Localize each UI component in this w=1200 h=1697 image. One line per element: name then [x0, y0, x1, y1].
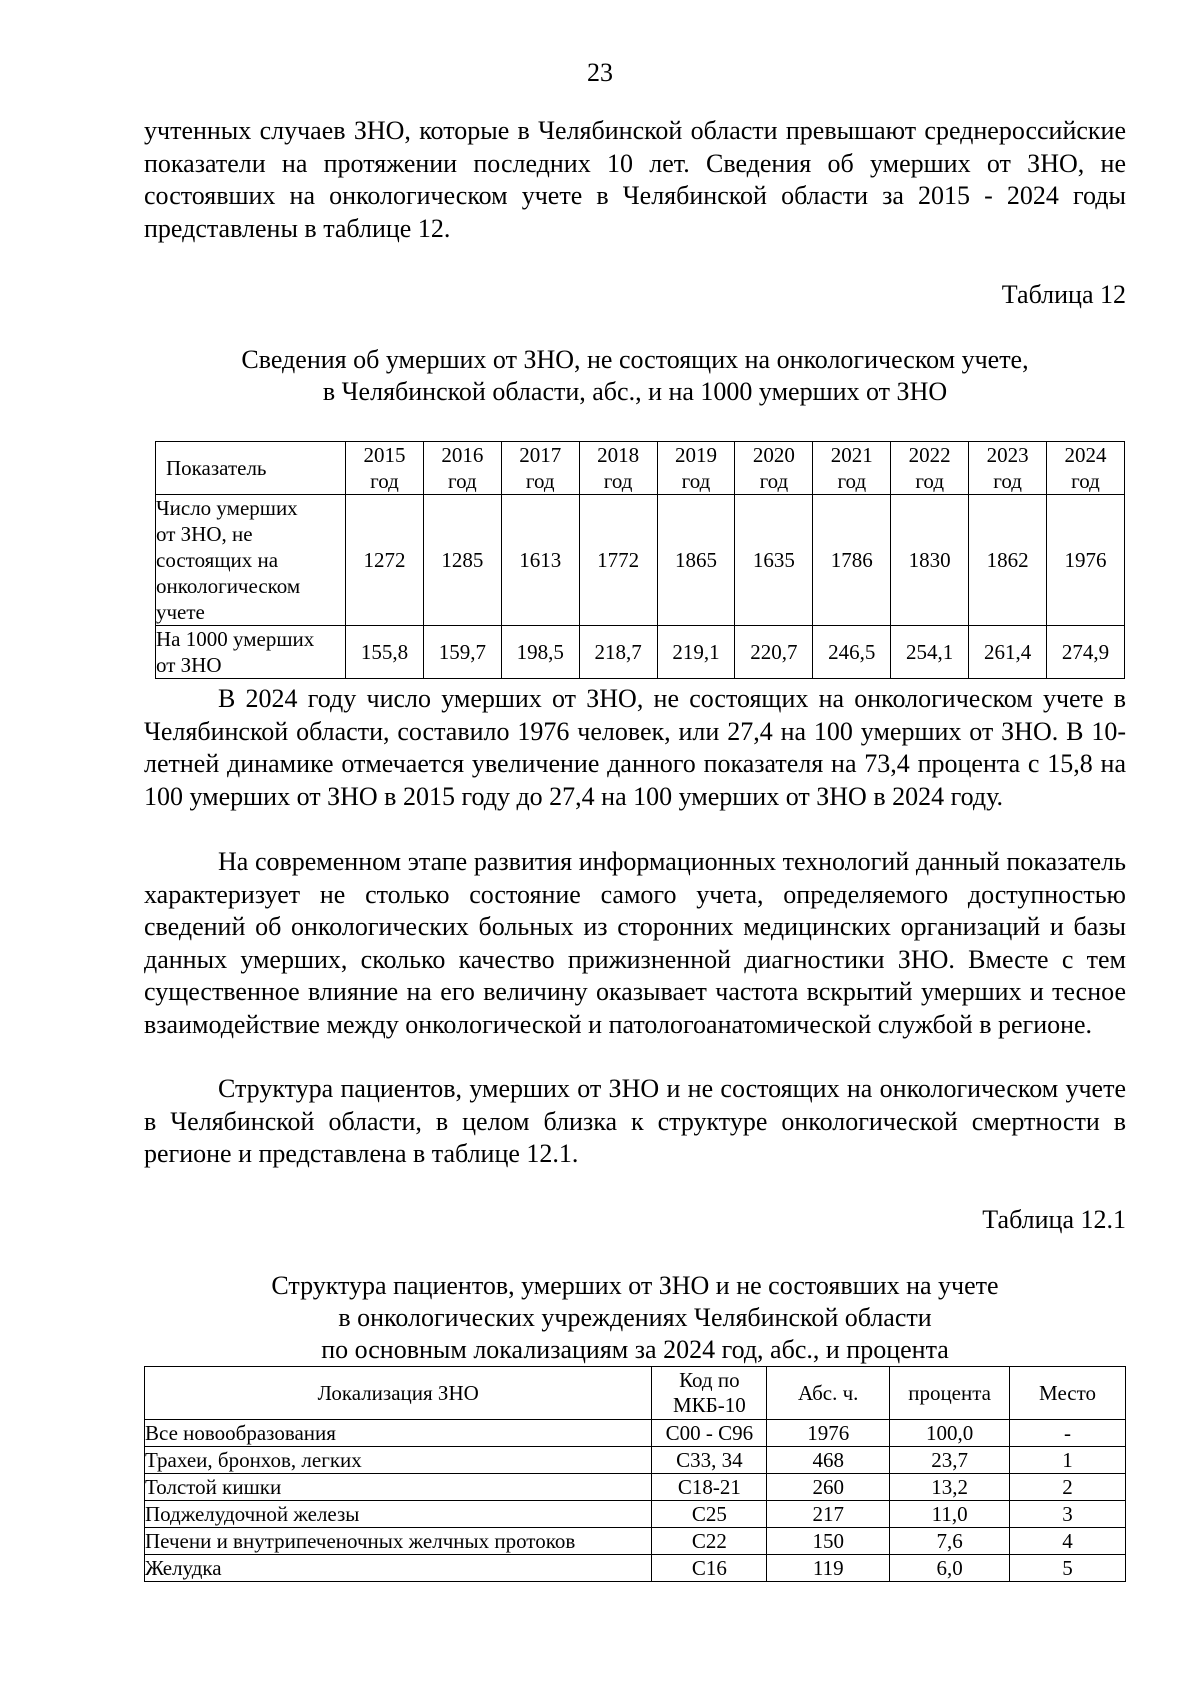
cell-percent: 6,0	[890, 1555, 1010, 1582]
cell-abs: 150	[767, 1528, 890, 1555]
header-year-value: 2017	[519, 443, 562, 467]
table-12-1	[144, 1366, 1126, 1582]
header-icd-code-line1: Код по	[679, 1368, 740, 1392]
header-year	[1047, 442, 1125, 495]
table-cell: 198,5	[501, 626, 579, 679]
paragraph-diagnostics: На современном этапе развития информационных технологий данный показатель характеризует не столько состояние самого учета, определяемого доступностью сведений об онкологических больных из сторонних медицинских организаций и базы данных умерших, сколько качество прижизненной диагностики ЗНО. Вместе с тем существенное влияние на его величину оказывает частота вскрытий умерших и тесное взаимодействие между онкологической и патологоанатомической службой в регионе.	[144, 847, 1126, 1039]
header-icd-code	[652, 1367, 767, 1420]
header-year-suffix: год	[681, 469, 711, 493]
cell-localization: Желудка	[145, 1555, 652, 1582]
row-label-line: онкологическом	[156, 574, 301, 598]
header-year-suffix: год	[915, 469, 945, 493]
cell-code: С33, 34	[652, 1447, 767, 1474]
header-year	[969, 442, 1047, 495]
header-year	[579, 442, 657, 495]
header-year-value: 2023	[986, 443, 1029, 467]
cell-localization: Поджелудочной железы	[145, 1501, 652, 1528]
table-12-body	[156, 495, 1125, 679]
table-cell: 1635	[735, 495, 813, 626]
paragraph-intro: учтенных случаев ЗНО, которые в Челябинской области превышают среднероссийские показатели на протяжении последних 10 лет. Сведения об умерших от ЗНО, не состоявших на онкологическом учете в Челябинской области за 2015 - 2024 годы представлены в таблице 12.	[144, 116, 1126, 243]
table-cell: 220,7	[735, 626, 813, 679]
table-cell: 1976	[1047, 495, 1125, 626]
table-row	[145, 1501, 1126, 1528]
header-year-value: 2019	[675, 443, 717, 467]
cell-abs: 468	[767, 1447, 890, 1474]
header-year	[891, 442, 969, 495]
row-label-line: от ЗНО, не	[156, 522, 253, 546]
cell-rank: 4	[1010, 1528, 1126, 1555]
table-cell: 1830	[891, 495, 969, 626]
table-12-caption-line1: Сведения об умерших от ЗНО, не состоящих на онкологическом учете,	[241, 345, 1029, 374]
cell-localization: Печени и внутрипеченочных желчных протоков	[145, 1528, 652, 1555]
table-cell: 218,7	[579, 626, 657, 679]
cell-abs: 119	[767, 1555, 890, 1582]
table-cell: 246,5	[813, 626, 891, 679]
paragraph-2024-summary: В 2024 году число умерших от ЗНО, не состоящих на онкологическом учете в Челябинской области, составило 1976 человек, или 27,4 на 100 умерших от ЗНО. В 10-летней динамике отмечается увеличение данного показателя на 73,4 процента с 15,8 на 100 умерших от ЗНО в 2015 году до 27,4 на 100 умерших от ЗНО в 2024 году.	[144, 684, 1126, 811]
header-year	[813, 442, 891, 495]
cell-code: С18-21	[652, 1474, 767, 1501]
header-year-suffix: год	[759, 469, 789, 493]
table-12-1-caption-line3: по основным локализациям за 2024 год, абс., и процента	[321, 1335, 949, 1364]
header-year-suffix: год	[525, 469, 555, 493]
row-label-line: На 1000 умерших	[156, 627, 315, 651]
cell-rank: 3	[1010, 1501, 1126, 1528]
header-year-value: 2021	[830, 443, 873, 467]
row-label-line: от ЗНО	[156, 653, 222, 677]
cell-code: С25	[652, 1501, 767, 1528]
table-row	[156, 495, 1125, 626]
header-year-suffix: год	[1071, 469, 1100, 493]
table-12-1-caption-line2: в онкологических учреждениях Челябинской области	[338, 1303, 932, 1332]
table-12-header-row	[156, 442, 1125, 495]
table-cell: 254,1	[891, 626, 969, 679]
cell-percent: 7,6	[890, 1528, 1010, 1555]
page-number: 23	[587, 58, 613, 87]
table-cell: 274,9	[1047, 626, 1125, 679]
row-label-line: учете	[156, 600, 205, 624]
header-year	[657, 442, 735, 495]
table-12	[155, 441, 1125, 679]
table-cell: 155,8	[346, 626, 424, 679]
cell-code: С00 - С96	[652, 1420, 767, 1447]
header-localization: Локализация ЗНО	[145, 1367, 652, 1420]
cell-code: С16	[652, 1555, 767, 1582]
header-icd-code-line2: МКБ-10	[672, 1393, 746, 1417]
table-row	[145, 1555, 1126, 1582]
table-row	[145, 1474, 1126, 1501]
cell-rank: 1	[1010, 1447, 1126, 1474]
header-year-value: 2020	[752, 443, 795, 467]
cell-rank: -	[1010, 1420, 1126, 1447]
cell-percent: 23,7	[890, 1447, 1010, 1474]
table-12-1-body	[145, 1420, 1126, 1582]
header-year	[501, 442, 579, 495]
header-year	[735, 442, 813, 495]
cell-rank: 5	[1010, 1555, 1126, 1582]
header-year-suffix: год	[993, 469, 1022, 493]
row-label	[156, 495, 346, 626]
table-12-label: Таблица 12	[1001, 280, 1126, 309]
table-12-1-caption-line1: Структура пациентов, умерших от ЗНО и не состоявших на учете	[271, 1271, 999, 1300]
table-12-caption-line2: в Челябинской области, абс., и на 1000 умерших от ЗНО	[322, 377, 948, 406]
cell-abs: 1976	[767, 1420, 890, 1447]
cell-percent: 100,0	[890, 1420, 1010, 1447]
cell-localization: Толстой кишки	[145, 1474, 652, 1501]
header-year-suffix: год	[837, 469, 867, 493]
header-year-suffix: год	[370, 469, 399, 493]
cell-abs: 260	[767, 1474, 890, 1501]
table-12-1-header-row	[145, 1367, 1126, 1420]
header-year-value: 2016	[441, 443, 484, 467]
table-row	[145, 1420, 1126, 1447]
table-cell: 1613	[501, 495, 579, 626]
header-year-value: 2015	[363, 443, 406, 467]
cell-code: С22	[652, 1528, 767, 1555]
row-label-line: Число умерших	[156, 496, 298, 520]
table-row	[156, 626, 1125, 679]
table-cell: 219,1	[657, 626, 735, 679]
header-year	[423, 442, 501, 495]
header-rank: Место	[1010, 1367, 1126, 1420]
paragraph-structure: Структура пациентов, умерших от ЗНО и не состоящих на онкологическом учете в Челябинской области, в целом близка к структуре онкологической смертности в регионе и представлена в таблице 12.1.	[144, 1074, 1126, 1168]
table-cell: 1865	[657, 495, 735, 626]
cell-localization: Трахеи, бронхов, легких	[145, 1447, 652, 1474]
table-12-1-label: Таблица 12.1	[982, 1205, 1126, 1234]
table-row	[145, 1528, 1126, 1555]
row-label	[156, 626, 346, 679]
cell-percent: 13,2	[890, 1474, 1010, 1501]
table-cell: 1862	[969, 495, 1047, 626]
table-cell: 1772	[579, 495, 657, 626]
cell-localization: Все новообразования	[145, 1420, 652, 1447]
cell-abs: 217	[767, 1501, 890, 1528]
header-year-suffix: год	[448, 469, 477, 493]
header-abs: Абс. ч.	[767, 1367, 890, 1420]
header-year-value: 2018	[597, 443, 640, 467]
header-percent: процента	[890, 1367, 1010, 1420]
cell-percent: 11,0	[890, 1501, 1010, 1528]
row-label-line: состоящих на	[156, 548, 279, 572]
header-year-value: 2022	[908, 443, 951, 467]
table-cell: 1272	[346, 495, 424, 626]
table-cell: 1285	[423, 495, 501, 626]
header-year-suffix: год	[603, 469, 633, 493]
table-cell: 1786	[813, 495, 891, 626]
table-cell: 159,7	[423, 626, 501, 679]
header-year-value: 2024	[1064, 443, 1107, 467]
header-indicator: Показатель	[156, 442, 346, 495]
table-row	[145, 1447, 1126, 1474]
header-year	[346, 442, 424, 495]
table-cell: 261,4	[969, 626, 1047, 679]
cell-rank: 2	[1010, 1474, 1126, 1501]
